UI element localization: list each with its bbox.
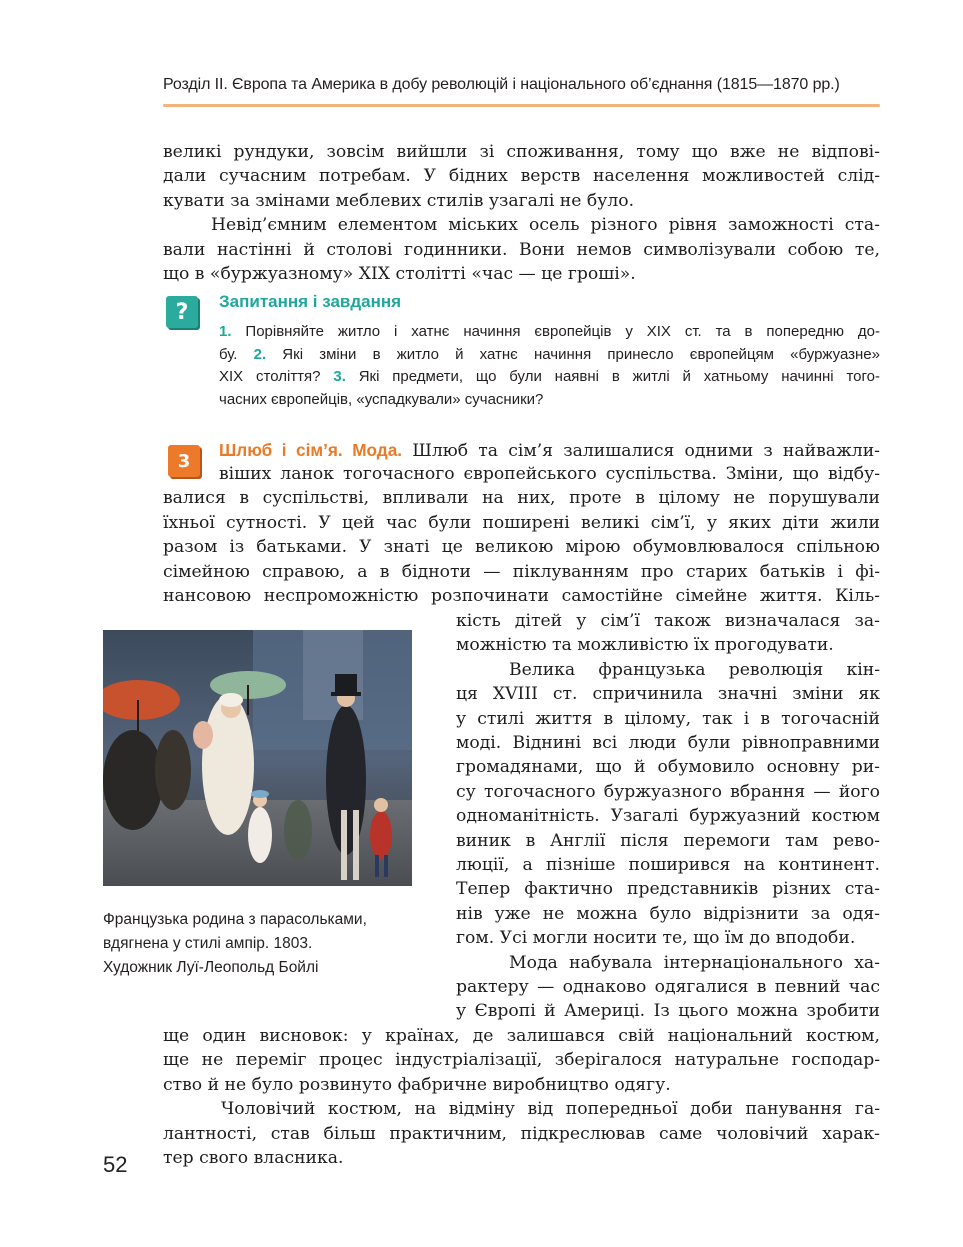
section-line: су тогочасного буржуазного вбрання — його bbox=[456, 782, 880, 802]
section-line: виник в Англії після перемоги там рево- bbox=[456, 831, 880, 851]
section-line: у Європі й Америці. Із цього можна зробити bbox=[456, 1001, 880, 1021]
section-line: нансовою неспроможністю розпочинати самостійне сімейне життя. Кіль- bbox=[163, 586, 880, 606]
section-line: сімейною справою, а в бідноти — піклуванням про старих батьків і фі- bbox=[163, 562, 880, 582]
header-rule bbox=[163, 104, 880, 107]
section-first-line-text: Шлюб та сім’я залишалися одними з найважли- bbox=[402, 441, 880, 461]
section-title: Шлюб і сім’я. Мода. bbox=[219, 440, 403, 460]
page-number: 52 bbox=[103, 1152, 128, 1177]
caption-line: вдягнена у стилі ампір. 1803. bbox=[103, 935, 313, 952]
question-text: Які зміни в житло й хатнє начиння принесло європейцям «буржуазне» bbox=[266, 346, 880, 363]
intro-line: що в «буржуазному» XIX столітті «час — це гроші». bbox=[163, 264, 636, 284]
section-line: ще не переміг процес індустріалізації, зберігалося натуральне господар- bbox=[163, 1050, 880, 1070]
section-line: люції, а пізніше поширився на континент. bbox=[456, 855, 880, 875]
section-line: лантності, став більш практичним, підкреслював саме чоловічий харак- bbox=[163, 1124, 880, 1144]
section-line: ця XVIII ст. спричинила значні зміни як bbox=[456, 684, 880, 704]
section-line: у стилі життя в цілому, так і в тогочасній bbox=[456, 709, 880, 729]
question-line bbox=[219, 389, 880, 411]
section-line: ство й не було розвинуто фабричне виробництво одягу. bbox=[163, 1075, 671, 1095]
question-text: Порівняйте житло і хатнє начиння європейців у XIX ст. та в попередню до- bbox=[231, 323, 880, 340]
section-first-line bbox=[219, 438, 880, 463]
question-text: XIX століття? bbox=[219, 368, 334, 385]
section-line: кість дітей у сім’ї також визначалася за- bbox=[456, 611, 880, 631]
question-icon: ? bbox=[166, 296, 198, 328]
section-line: валися в суспільстві, впливали на них, проте в цілому не порушували bbox=[163, 488, 880, 508]
painting-illustration bbox=[103, 630, 412, 886]
section-line: разом із батьками. У знаті це великою мірою обумовлювалося спільною bbox=[163, 537, 880, 557]
question-number: 3. bbox=[333, 368, 346, 385]
intro-line: вали настінні й столові годинники. Вони немов символізували собою те, bbox=[163, 240, 880, 260]
section-line: Велика французька революція кін- bbox=[509, 660, 880, 680]
section-line: моді. Віднині всі люди були рівноправними bbox=[456, 733, 880, 753]
section-line: гом. Усі могли носити те, що їм до вподоби. bbox=[456, 928, 856, 948]
section-line: Мода набувала інтернаціонального ха- bbox=[509, 953, 880, 973]
section-line: віших ланок тогочасного європейського суспільства. Зміни, що відбу- bbox=[219, 464, 880, 484]
question-line bbox=[219, 321, 880, 343]
section-line: рактеру — однаково одягалися в певний час bbox=[456, 977, 880, 997]
question-number: 1. bbox=[219, 323, 232, 340]
section-line: їхньої сутності. У цей час були поширені великі сім’ї, у яких діти жили bbox=[163, 513, 880, 533]
questions-title: Запитання і завдання bbox=[219, 292, 402, 311]
section-line: Чоловічий костюм, на відміну від попередньої доби панування га- bbox=[221, 1099, 880, 1119]
section-line: можністю та можливістю їх прогодувати. bbox=[456, 635, 834, 655]
intro-line: великі рундуки, зовсім вийшли зі споживання, тому що вже не відпові- bbox=[163, 142, 880, 162]
section-line: Тепер фактично представників різних ста- bbox=[456, 879, 880, 899]
section-line: одноманітність. Узагалі буржуазний костюм bbox=[456, 806, 880, 826]
section-line: ще один висновок: у країнах, де залишався свій національний костюм, bbox=[163, 1026, 880, 1046]
section-line: нів уже не можна було відрізнити за одя- bbox=[456, 904, 880, 924]
running-header: Розділ ІІ. Європа та Америка в добу революцій і національного об’єднання (1815—1870 рр.) bbox=[163, 76, 840, 93]
question-text: бу. bbox=[219, 346, 254, 363]
question-text: часних європейців, «успадкували» сучасники? bbox=[219, 391, 544, 408]
intro-line: кувати за змінами меблевих стилів узагалі не було. bbox=[163, 191, 635, 211]
intro-line: Невід’ємним елементом міських осель різного рівня заможності ста- bbox=[211, 215, 880, 235]
section-line: тер свого власника. bbox=[163, 1148, 344, 1168]
intro-line: дали сучасним потребам. У бідних верств населення можливостей слід- bbox=[163, 166, 880, 186]
caption-line: Французька родина з парасольками, bbox=[103, 911, 367, 928]
question-line bbox=[219, 366, 880, 388]
painting-image bbox=[103, 630, 412, 886]
section-number-badge: 3 bbox=[168, 445, 200, 477]
question-number: 2. bbox=[253, 346, 267, 363]
section-line: громадянами, що й обумовило основну ри- bbox=[456, 757, 880, 777]
question-text: Які предмети, що були наявні в житлі й хатньому начинні того- bbox=[345, 368, 880, 385]
caption-line: Художник Луї-Леопольд Бойлі bbox=[103, 959, 319, 976]
question-line bbox=[219, 344, 880, 366]
